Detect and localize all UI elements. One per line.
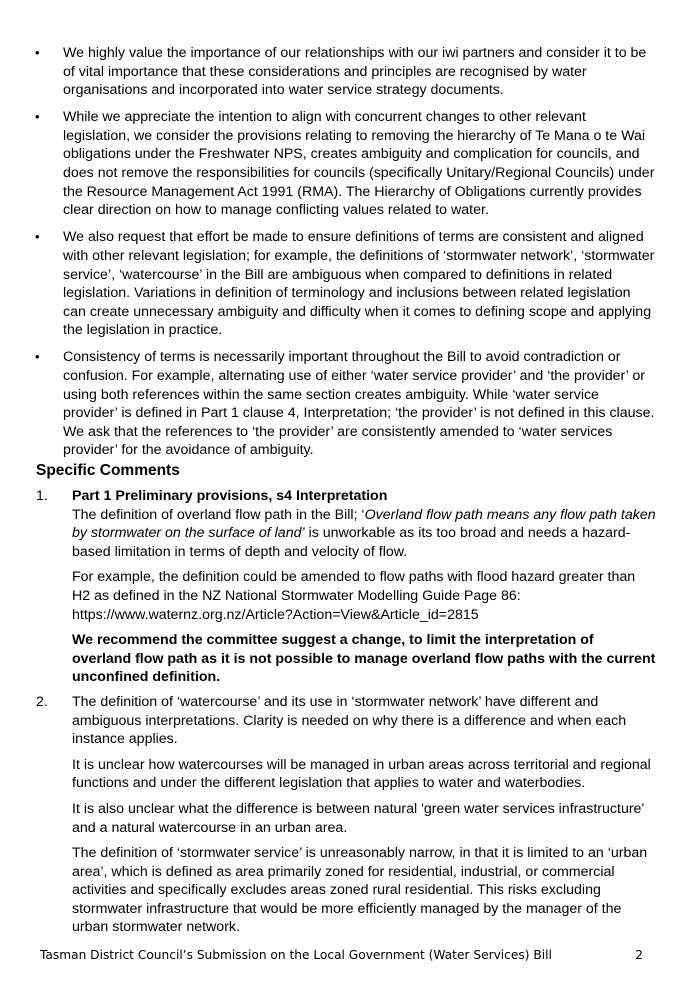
numbered-item-2 bbox=[36, 693, 656, 937]
paragraph: The definition of ‘watercourse’ and its use in ‘stormwater network’ have different and ambiguous interpretations. Clarity is needed on why there is a difference and when each instance applies. bbox=[72, 693, 627, 748]
bullet-item bbox=[35, 348, 655, 460]
bullet-text: We also request that effort be made to ensure definitions of terms are consistent and aligned with other relevant legislation; for example, the definitions of ‘stormwater network’, ‘stormwater service’, ‘watercourse’ in the Bill are ambiguous when compared to definitions in related legislation. Variations in definition of terminology and inclusions between related legislation can create unnecessary ambiguity and difficulty when it comes to defining scope and applying the legislation in practice. bbox=[63, 229, 655, 339]
numbered-list bbox=[36, 487, 656, 943]
text-run: The definition of overland flow path in the Bill; ‘ bbox=[72, 506, 365, 523]
paragraph: It is unclear how watercourses will be managed in urban areas across territorial and regional functions and under the different legislation that applies to water and waterbodies. bbox=[72, 756, 651, 792]
bullet-text: We highly value the importance of our relationships with our iwi partners and consider it to be of vital importance that these considerations and principles are recognised by water organisations and incorporated into water service strategy documents. bbox=[63, 45, 647, 99]
bullet-item bbox=[35, 44, 655, 100]
paragraph: The definition of ‘stormwater service’ is unreasonably narrow, in that it is limited to an ‘urban area’, which is defined as area primarily zoned for residential, industrial, or commercial activities and specifically excludes areas zoned rural residential. This risks excluding stormwater infrastructure that would be more efficiently managed by the manager of the urban stormwater network. bbox=[72, 845, 648, 936]
bullet-text: While we appreciate the intention to align with concurrent changes to other relevant legislation, we consider the provisions relating to removing the hierarchy of Te Mana o te Wai obligations under the Freshwater NPS, creates ambiguity and complication for councils, and does not remove the responsibilities for councils (specifically Unitary/Regional Councils) under the Resource Management Act 1991 (RMA). The Hierarchy of Obligations currently provides clear direction on how to manage conflicting values related to water. bbox=[63, 109, 655, 219]
item-title: Part 1 Preliminary provisions, s4 Interpretation bbox=[72, 488, 388, 504]
bullet-list bbox=[35, 44, 655, 468]
text-run: is unworkable as its too broad and needs a hazard-based limitation in terms of depth and velocity of flow. bbox=[72, 525, 631, 560]
recommendation-paragraph: We recommend the committee suggest a change, to limit the interpretation of overland flow path as it is not possible to manage overland flow paths with the current unconfined definition. bbox=[72, 632, 656, 686]
paragraph bbox=[72, 506, 656, 562]
bullet-icon: • bbox=[35, 229, 40, 245]
footer-text: Tasman District Council’s Submission on the Local Government (Water Services) Bill bbox=[40, 948, 552, 962]
bullet-item bbox=[35, 108, 655, 220]
quoted-definition: Overland flow path means any flow path taken by stormwater on the surface of land’ bbox=[72, 506, 656, 542]
bullet-text: Consistency of terms is necessarily important throughout the Bill to avoid contradiction or confusion. For example, alternating use of either ‘water service provider’ and ‘the provider’ or using both references within the same section creates ambiguity. While ‘water service provider’ is defined in Part 1 clause 4, Interpretation; ‘the provider’ is not defined in this clause. We ask that the references to ‘the provider’ are consistently amended to ‘water services provider’ for the avoidance of ambiguity. bbox=[63, 349, 655, 459]
page-number: 2 bbox=[635, 948, 643, 962]
bullet-item bbox=[35, 228, 655, 340]
paragraph: For example, the definition could be amended to flow paths with flood hazard greater than H2 as defined in the NZ National Stormwater Modelling Guide Page 86: https://www.waternz.org.nz/Article?Action=View&Article_id=2815 bbox=[72, 569, 636, 623]
item-number: 2. bbox=[36, 693, 48, 710]
bullet-icon: • bbox=[35, 109, 40, 125]
bullet-icon: • bbox=[35, 349, 40, 365]
paragraph: It is also unclear what the difference is between natural 'green water services infrastructure' and a natural watercourse in an urban area. bbox=[72, 800, 645, 836]
item-number: 1. bbox=[36, 488, 48, 504]
numbered-item-1 bbox=[36, 487, 656, 687]
section-heading: Specific Comments bbox=[36, 462, 180, 479]
bullet-icon: • bbox=[35, 45, 40, 60]
